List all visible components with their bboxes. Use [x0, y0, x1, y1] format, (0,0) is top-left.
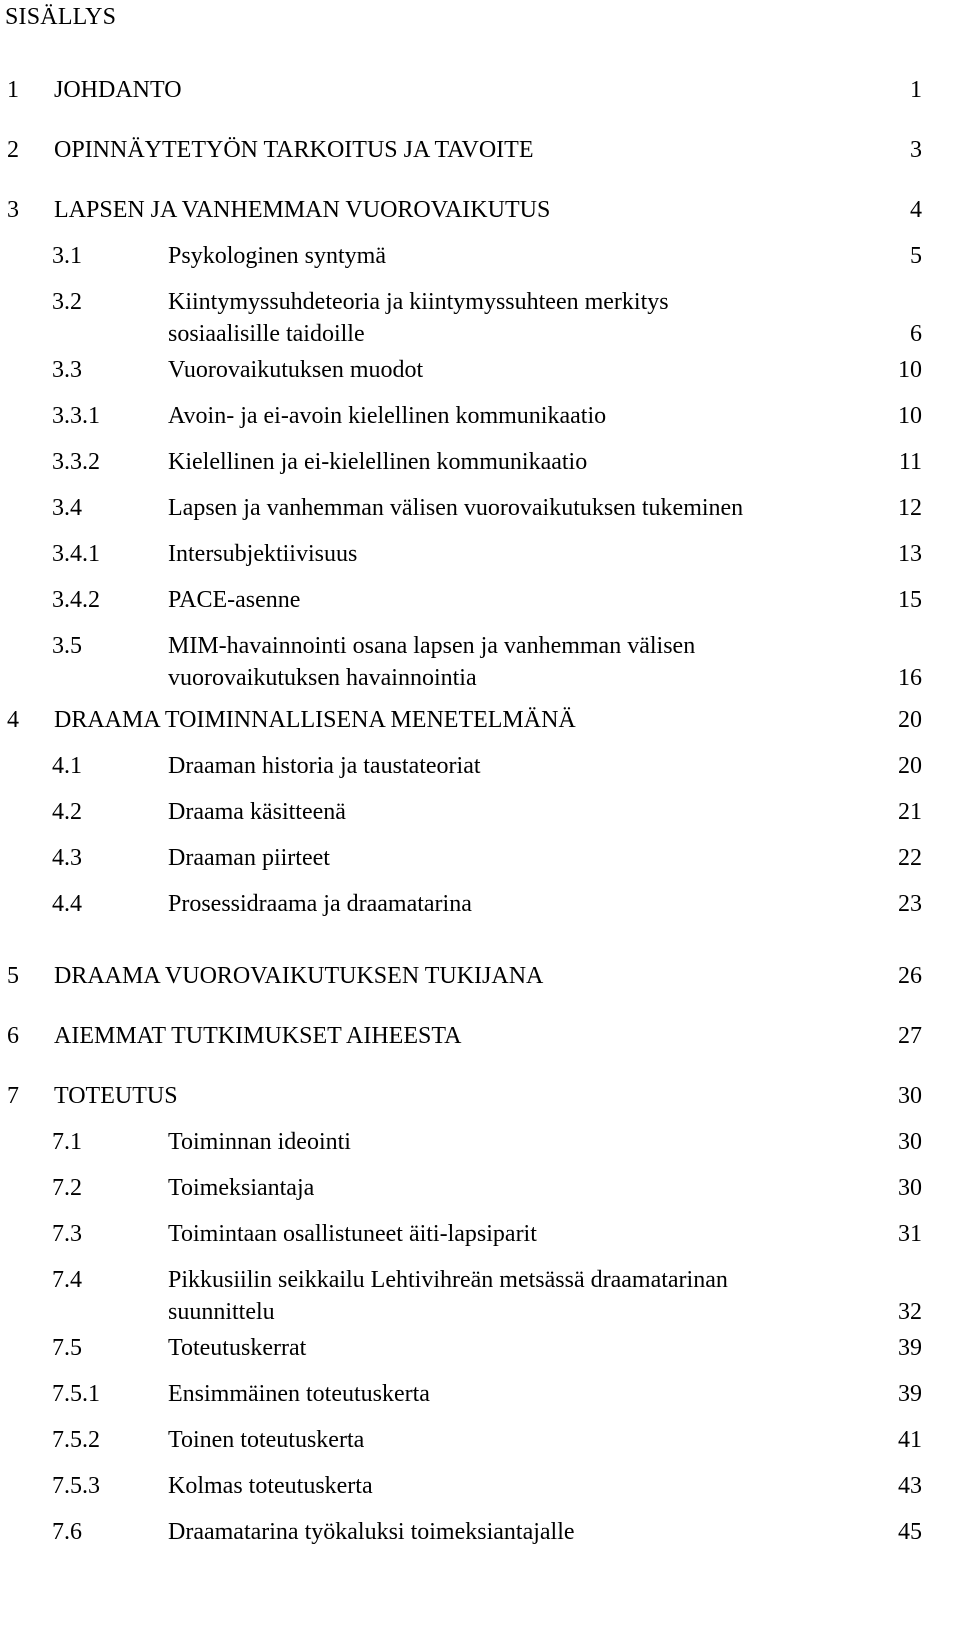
toc-entry-page-number: 15: [898, 587, 922, 613]
toc-entry-title: DRAAMA VUOROVAIKUTUKSEN TUKIJANA: [54, 963, 544, 989]
toc-entry-page-number: 30: [898, 1175, 922, 1201]
toc-entry-number: 7: [7, 1083, 19, 1109]
toc-entry-number: 7.5.2: [52, 1427, 100, 1453]
toc-entry-page-number: 6: [910, 321, 922, 347]
toc-entry-page-number: 27: [898, 1023, 922, 1049]
toc-entry-page-number: 30: [898, 1129, 922, 1155]
toc-entry-page-number: 45: [898, 1519, 922, 1545]
toc-entry-title: Toinen toteutuskerta: [168, 1427, 365, 1453]
toc-entry-title: Toiminnan ideointi: [168, 1129, 351, 1155]
toc-entry-number: 3.4.2: [52, 587, 100, 613]
toc-entry-page-number: 16: [898, 665, 922, 691]
toc-entry-page-number: 41: [898, 1427, 922, 1453]
toc-entry-page-number: 23: [898, 891, 922, 917]
toc-entry-page-number: 31: [898, 1221, 922, 1247]
toc-entry-title: Prosessidraama ja draamatarina: [168, 891, 472, 917]
toc-entry-number: 5: [7, 963, 19, 989]
toc-entry-page-number: 20: [898, 753, 922, 779]
toc-entry-title: Lapsen ja vanhemman välisen vuorovaikutuksen tukeminen: [168, 495, 744, 521]
toc-entry-number: 4.3: [52, 845, 82, 871]
toc-entry-page-number: 10: [898, 357, 922, 383]
toc-entry-title-continued: vuorovaikutuksen havainnointia: [168, 665, 477, 691]
toc-entry-title-continued: suunnittelu: [168, 1299, 275, 1325]
toc-entry-number: 3.3.2: [52, 449, 100, 475]
toc-entry-page-number: 26: [898, 963, 922, 989]
toc-entry-page-number: 21: [898, 799, 922, 825]
toc-entry-title: Toimeksiantaja: [168, 1175, 315, 1201]
toc-entry-title: PACE-asenne: [168, 587, 301, 613]
toc-entry-number: 4.1: [52, 753, 82, 779]
toc-entry-title: Pikkusiilin seikkailu Lehtivihreän metsässä draamatarinan: [168, 1267, 728, 1293]
toc-entry-number: 3.2: [52, 289, 82, 315]
toc-entry-page-number: 3: [910, 137, 922, 163]
toc-entry-page-number: 39: [898, 1335, 922, 1361]
toc-entry-page-number: 20: [898, 707, 922, 733]
toc-entry-page-number: 5: [910, 243, 922, 269]
toc-entry-number: 3.4.1: [52, 541, 100, 567]
toc-entry-title: Draamatarina työkaluksi toimeksiantajalle: [168, 1519, 575, 1545]
toc-entry-page-number: 11: [898, 449, 922, 475]
toc-entry-number: 7.6: [52, 1519, 82, 1545]
toc-entry-title: Toteutuskerrat: [168, 1335, 307, 1361]
toc-entry-number: 4.4: [52, 891, 82, 917]
toc-entry-title: Draaman historia ja taustateoriat: [168, 753, 481, 779]
toc-entry-number: 3.4: [52, 495, 82, 521]
toc-entry-title: TOTEUTUS: [54, 1083, 178, 1109]
toc-entry-title: Kielellinen ja ei-kielellinen kommunikaatio: [168, 449, 588, 475]
toc-entry-number: 3.3.1: [52, 403, 100, 429]
toc-entry-title: Draaman piirteet: [168, 845, 330, 871]
toc-entry-title: Avoin- ja ei-avoin kielellinen kommunikaatio: [168, 403, 607, 429]
toc-entry-page-number: 13: [898, 541, 922, 567]
toc-entry-number: 7.1: [52, 1129, 82, 1155]
toc-entry-number: 7.2: [52, 1175, 82, 1201]
toc-entry-title: Ensimmäinen toteutuskerta: [168, 1381, 430, 1407]
toc-entry-number: 1: [7, 77, 19, 103]
toc-entry-page-number: 12: [898, 495, 922, 521]
toc-entry-number: 7.3: [52, 1221, 82, 1247]
toc-entry-title: Kiintymyssuhdeteoria ja kiintymyssuhteen merkitys: [168, 289, 669, 315]
toc-entry-title: Psykologinen syntymä: [168, 243, 387, 269]
toc-entry-title: Kolmas toteutuskerta: [168, 1473, 373, 1499]
toc-entry-number: 3: [7, 197, 19, 223]
toc-entry-title: Intersubjektiivisuus: [168, 541, 358, 567]
toc-entry-number: 7.5: [52, 1335, 82, 1361]
page-title: SISÄLLYS: [5, 4, 117, 30]
toc-entry-number: 3.5: [52, 633, 82, 659]
toc-entry-page-number: 22: [898, 845, 922, 871]
toc-entry-number: 6: [7, 1023, 19, 1049]
toc-entry-title: DRAAMA TOIMINNALLISENA MENETELMÄNÄ: [54, 707, 576, 733]
toc-entry-page-number: 39: [898, 1381, 922, 1407]
toc-entry-number: 7.5.3: [52, 1473, 100, 1499]
toc-entry-number: 4.2: [52, 799, 82, 825]
toc-entry-page-number: 30: [898, 1083, 922, 1109]
toc-entry-page-number: 4: [910, 197, 922, 223]
toc-entry-number: 4: [7, 707, 19, 733]
toc-entry-title: AIEMMAT TUTKIMUKSET AIHEESTA: [54, 1023, 462, 1049]
toc-entry-page-number: 32: [898, 1299, 922, 1325]
toc-entry-title: MIM-havainnointi osana lapsen ja vanhemman välisen: [168, 633, 696, 659]
toc-entry-number: 7.4: [52, 1267, 82, 1293]
toc-entry-title: Vuorovaikutuksen muodot: [168, 357, 424, 383]
toc-entry-title-continued: sosiaalisille taidoille: [168, 321, 365, 347]
toc-entry-title: OPINNÄYTETYÖN TARKOITUS JA TAVOITE: [54, 137, 534, 163]
toc-entry-title: Draama käsitteenä: [168, 799, 346, 825]
toc-entry-number: 3.1: [52, 243, 82, 269]
toc-entry-title: JOHDANTO: [54, 77, 182, 103]
toc-entry-title: Toimintaan osallistuneet äiti-lapsiparit: [168, 1221, 537, 1247]
toc-entry-number: 2: [7, 137, 19, 163]
toc-entry-page-number: 10: [898, 403, 922, 429]
toc-entry-number: 7.5.1: [52, 1381, 100, 1407]
toc-entry-number: 3.3: [52, 357, 82, 383]
toc-entry-page-number: 43: [898, 1473, 922, 1499]
toc-entry-title: LAPSEN JA VANHEMMAN VUOROVAIKUTUS: [54, 197, 551, 223]
toc-entry-page-number: 1: [910, 77, 922, 103]
